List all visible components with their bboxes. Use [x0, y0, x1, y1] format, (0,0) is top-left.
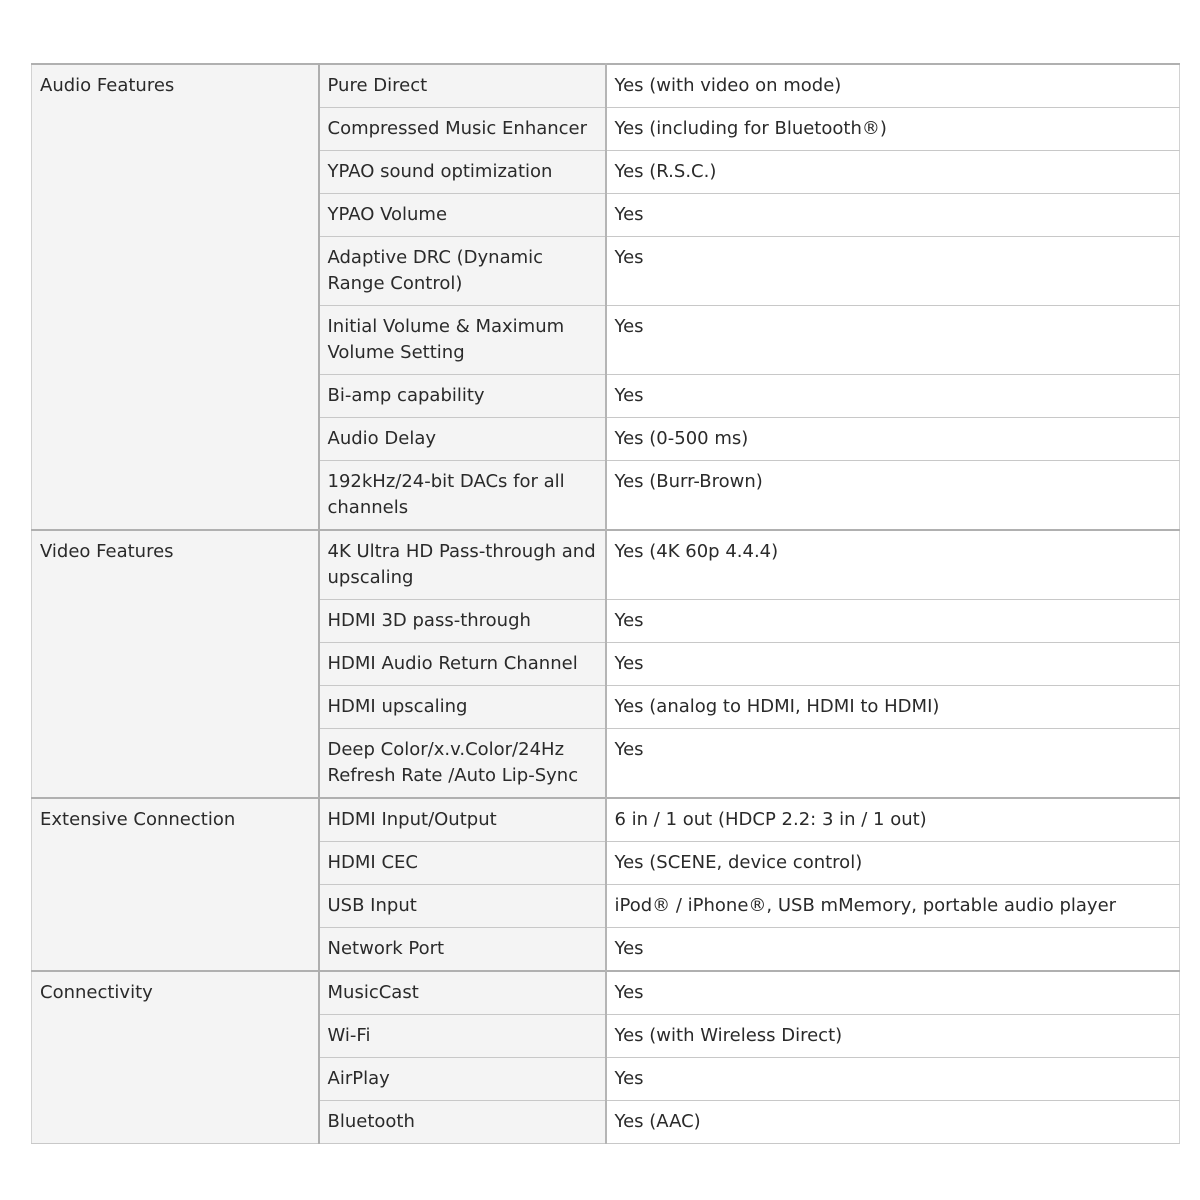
feature-name: Deep Color/x.v.Color/24Hz Refresh Rate /Auto Lip-Sync [319, 729, 606, 799]
feature-name: Initial Volume & Maximum Volume Setting [319, 306, 606, 375]
feature-value: Yes [606, 237, 1180, 306]
feature-name: 4K Ultra HD Pass-through and upscaling [319, 530, 606, 600]
table-row [32, 798, 1180, 842]
feature-name: HDMI CEC [319, 842, 606, 885]
feature-value: Yes (analog to HDMI, HDMI to HDMI) [606, 686, 1180, 729]
feature-name: Network Port [319, 928, 606, 972]
table-row [32, 530, 1180, 600]
feature-value: Yes (with Wireless Direct) [606, 1015, 1180, 1058]
feature-value: Yes (including for Bluetooth®) [606, 108, 1180, 151]
feature-name: Audio Delay [319, 418, 606, 461]
feature-value: Yes (Burr-Brown) [606, 461, 1180, 531]
spec-table [31, 63, 1180, 1144]
group-label-extensive-connection: Extensive Connection [32, 798, 319, 971]
group-label-video-features: Video Features [32, 530, 319, 798]
feature-name: HDMI upscaling [319, 686, 606, 729]
feature-value: Yes [606, 600, 1180, 643]
feature-name: YPAO Volume [319, 194, 606, 237]
feature-name: HDMI Audio Return Channel [319, 643, 606, 686]
feature-value: Yes [606, 971, 1180, 1015]
group-label-audio-features: Audio Features [32, 64, 319, 530]
feature-value: Yes (R.S.C.) [606, 151, 1180, 194]
feature-value: Yes [606, 928, 1180, 972]
feature-name: YPAO sound optimization [319, 151, 606, 194]
feature-name: MusicCast [319, 971, 606, 1015]
feature-name: HDMI Input/Output [319, 798, 606, 842]
group-label-connectivity: Connectivity [32, 971, 319, 1144]
feature-name: 192kHz/24-bit DACs for all channels [319, 461, 606, 531]
feature-name: Wi-Fi [319, 1015, 606, 1058]
feature-value: Yes (AAC) [606, 1101, 1180, 1144]
feature-value: Yes (4K 60p 4.4.4) [606, 530, 1180, 600]
feature-value: Yes [606, 729, 1180, 799]
feature-value: Yes [606, 306, 1180, 375]
feature-value: Yes (0-500 ms) [606, 418, 1180, 461]
feature-value: Yes [606, 194, 1180, 237]
feature-name: Pure Direct [319, 64, 606, 108]
feature-name: Bi-amp capability [319, 375, 606, 418]
feature-value: iPod® / iPhone®, USB mMemory, portable audio player [606, 885, 1180, 928]
feature-value: Yes [606, 375, 1180, 418]
feature-name: HDMI 3D pass-through [319, 600, 606, 643]
feature-name: Compressed Music Enhancer [319, 108, 606, 151]
feature-name: Bluetooth [319, 1101, 606, 1144]
table-row [32, 64, 1180, 108]
feature-name: Adaptive DRC (Dynamic Range Control) [319, 237, 606, 306]
feature-value: Yes (SCENE, device control) [606, 842, 1180, 885]
table-row [32, 971, 1180, 1015]
feature-value: 6 in / 1 out (HDCP 2.2: 3 in / 1 out) [606, 798, 1180, 842]
feature-value: Yes [606, 1058, 1180, 1101]
feature-name: USB Input [319, 885, 606, 928]
feature-name: AirPlay [319, 1058, 606, 1101]
feature-value: Yes [606, 643, 1180, 686]
feature-value: Yes (with video on mode) [606, 64, 1180, 108]
